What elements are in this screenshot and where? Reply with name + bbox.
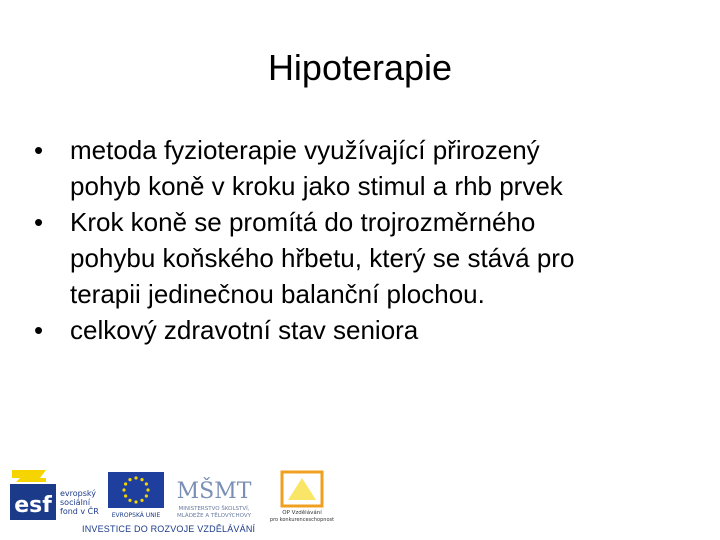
eu-star-icon — [124, 482, 127, 485]
bullet-line: pohybu koňského hřbetu, který se stává pro — [70, 243, 575, 273]
esf-mark: esf — [14, 493, 52, 518]
eu-label: EVROPSKÁ UNIE — [111, 512, 161, 519]
bullet-line: terapii jedinečnou balanční plochou. — [70, 279, 485, 309]
bullet-symbol: • — [34, 315, 44, 345]
bullet-item-2 — [34, 204, 694, 312]
msmt-logo-icon — [168, 466, 260, 524]
esf-logo-icon — [6, 468, 102, 524]
logo-strap-text: INVESTICE DO ROZVOJE VZDĚLÁVÁNÍ — [82, 524, 256, 534]
eu-star-icon — [128, 478, 131, 481]
op-text-line: pro konkurenceschopnost — [269, 517, 335, 523]
bullet-list — [34, 132, 694, 348]
msmt-mark: MŠMT — [176, 479, 252, 504]
eu-star-icon — [124, 494, 127, 497]
bullet-item-3 — [34, 312, 694, 348]
bullet-symbol: • — [34, 135, 44, 165]
msmt-text-line: MLÁDEŽE A TĚLOVÝCHOVY — [177, 513, 251, 519]
bullet-symbol: • — [34, 207, 44, 237]
eu-flag-icon — [108, 472, 164, 520]
eu-star-icon — [145, 494, 148, 497]
bullet-line: pohyb koně v kroku jako stimul a rhb prvek — [70, 171, 563, 201]
eu-star-icon — [122, 488, 125, 491]
logo-strip — [0, 462, 720, 540]
esf-text-line: evropský — [60, 489, 96, 498]
esf-text-line: sociální — [60, 498, 91, 507]
msmt-text-line: MINISTERSTVO ŠKOLSTVÍ, — [178, 506, 250, 512]
eu-star-icon — [134, 500, 137, 503]
eu-star-icon — [128, 499, 131, 502]
eu-star-icon — [145, 482, 148, 485]
bullet-line: metoda fyzioterapie využívající přirozený — [70, 135, 540, 165]
op-text-line: OP Vzdělávání — [282, 510, 322, 516]
op-logo-icon — [266, 470, 338, 526]
slide-title: Hipoterapie — [267, 47, 453, 88]
eu-star-icon — [146, 488, 149, 491]
esf-text-line: fond v ČR — [60, 507, 99, 516]
eu-star-icon — [134, 476, 137, 479]
bullet-line: celkový zdravotní stav seniora — [70, 315, 419, 345]
eu-star-icon — [140, 478, 143, 481]
eu-star-icon — [140, 499, 143, 502]
bullet-item-1 — [34, 132, 694, 204]
bullet-line: Krok koně se promítá do trojrozměrného — [70, 207, 536, 237]
